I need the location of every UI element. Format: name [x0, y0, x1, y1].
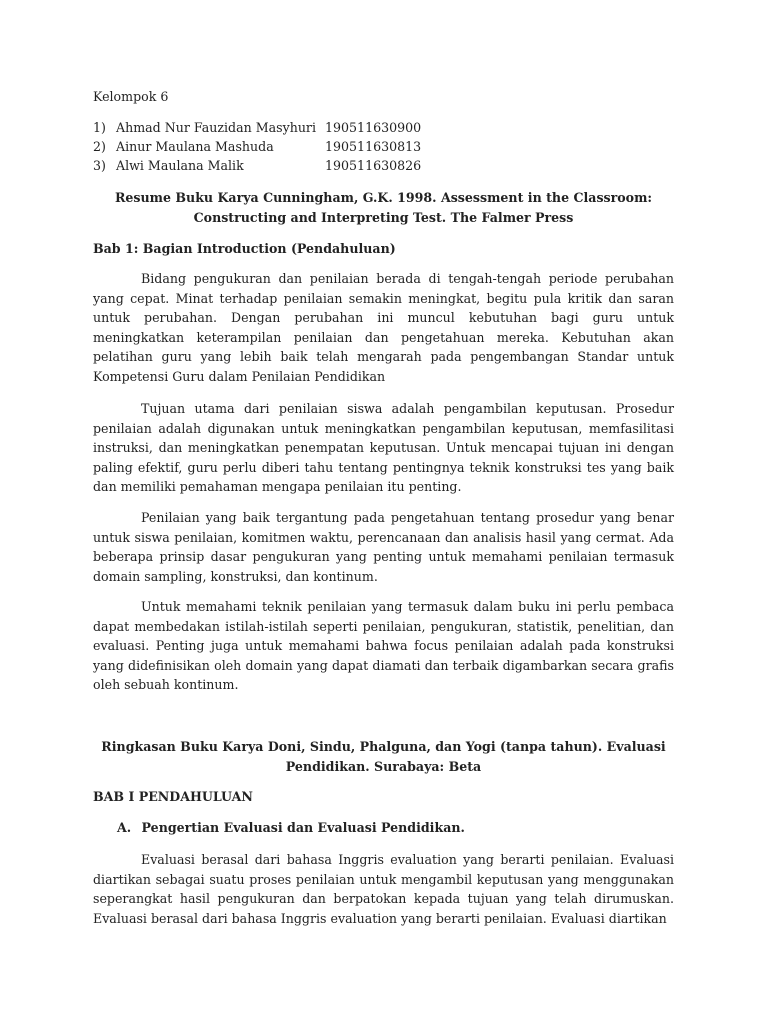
member-row — [93, 137, 493, 156]
member-row — [93, 156, 493, 175]
paragraph-text: Bidang pengukuran dan penilaian berada di tengah-tengah periode perubahan yang cepat. Minat terhadap penilaian semakin meningkat, begitu pula kritik dan saran untuk perubahan. Dengan perubahan ini muncul kebutuhan bagi guru untuk meningkatkan keterampilan penilaian dan pengetahuan mereka. Kebutuhan akan pelatihan guru yang lebih baik telah mengarah pada pengembangan Standar untuk Kompetensi Guru dalam Penilaian Pendidikan — [93, 271, 674, 384]
paragraph-text: Untuk memahami teknik penilaian yang termasuk dalam buku ini perlu pembaca dapat membedakan istilah-istilah seperti penilaian, pengukuran, statistik, penelitian, dan evaluasi. Penting juga untuk memahami bahwa focus penilaian adalah pada konstruksi yang didefinisikan oleh domain yang dapat diamati dan terbaik digambarkan secara grafis oleh sebuah kontinum. — [93, 599, 674, 692]
paragraph-text: Penilaian yang baik tergantung pada pengetahuan tentang prosedur yang benar untuk siswa penilaian, komitmen waktu, perencanaan dan analisis hasil yang cermat. Ada beberapa prinsip dasar pengukuran yang penting untuk memahami penilaian termasuk domain sampling, konstruksi, dan kontinum. — [93, 510, 674, 584]
section2-title — [93, 737, 674, 776]
section1-paragraph-3 — [93, 508, 674, 586]
section1-paragraph-2 — [93, 399, 674, 497]
member-name: Ainur Maulana Mashuda — [116, 139, 274, 154]
section2-paragraph — [93, 850, 674, 928]
subheading-text: Pengertian Evaluasi dan Evaluasi Pendidikan. — [141, 820, 465, 835]
section2-title-line1: Ringkasan Buku Karya Doni, Sindu, Phalguna, dan Yogi (tanpa tahun). Evaluasi — [101, 739, 666, 754]
paragraph-text: Tujuan utama dari penilaian siswa adalah pengambilan keputusan. Prosedur penilaian adalah digunakan untuk meningkatkan pengambilan keputusan, memfasilitasi instruksi, dan meningkatkan penempatan keputusan. Untuk mencapai tujuan ini dengan paling efektif, guru perlu diberi tahu tentang pentingnya teknik konstruksi tes yang baik dan memiliki pemahaman mengapa penilaian itu penting. — [93, 401, 674, 494]
paragraph-text: Evaluasi berasal dari bahasa Inggris evaluation yang berarti penilaian. Evaluasi diartikan sebagai suatu proses penilaian untuk mengambil keputusan yang menggunakan seperangkat hasil pengukuran dan berpatokan kepada tujuan yang telah dirumuskan. Evaluasi berasal dari bahasa Inggris evaluation yang berarti penilaian. Evaluasi diartikan — [93, 852, 674, 926]
member-name: Alwi Maulana Malik — [116, 158, 244, 173]
subheading-marker: A. — [117, 820, 132, 835]
member-number: 2) — [93, 139, 106, 154]
member-row — [93, 118, 493, 137]
member-nim: 190511630826 — [325, 158, 422, 173]
section2-title-line2: Pendidikan. Surabaya: Beta — [285, 758, 482, 774]
section2-subheading — [117, 818, 674, 838]
group-label: Kelompok 6 — [93, 89, 169, 104]
section1-title — [93, 188, 674, 227]
section1-paragraph-1 — [93, 269, 674, 386]
member-name: Ahmad Nur Fauzidan Masyhuri — [116, 120, 316, 135]
section1-title-line2: Constructing and Interpreting Test. The Falmer Press — [193, 209, 574, 225]
section1-paragraph-4 — [93, 597, 674, 695]
section1-heading: Bab 1: Bagian Introduction (Pendahuluan) — [93, 241, 396, 256]
section2-heading: BAB I PENDAHULUAN — [93, 789, 253, 804]
member-number: 3) — [93, 158, 106, 173]
member-number: 1) — [93, 120, 106, 135]
member-nim: 190511630813 — [325, 139, 422, 154]
section1-title-line1: Resume Buku Karya Cunningham, G.K. 1998. Assessment in the Classroom: — [114, 190, 653, 205]
member-nim: 190511630900 — [325, 120, 422, 135]
